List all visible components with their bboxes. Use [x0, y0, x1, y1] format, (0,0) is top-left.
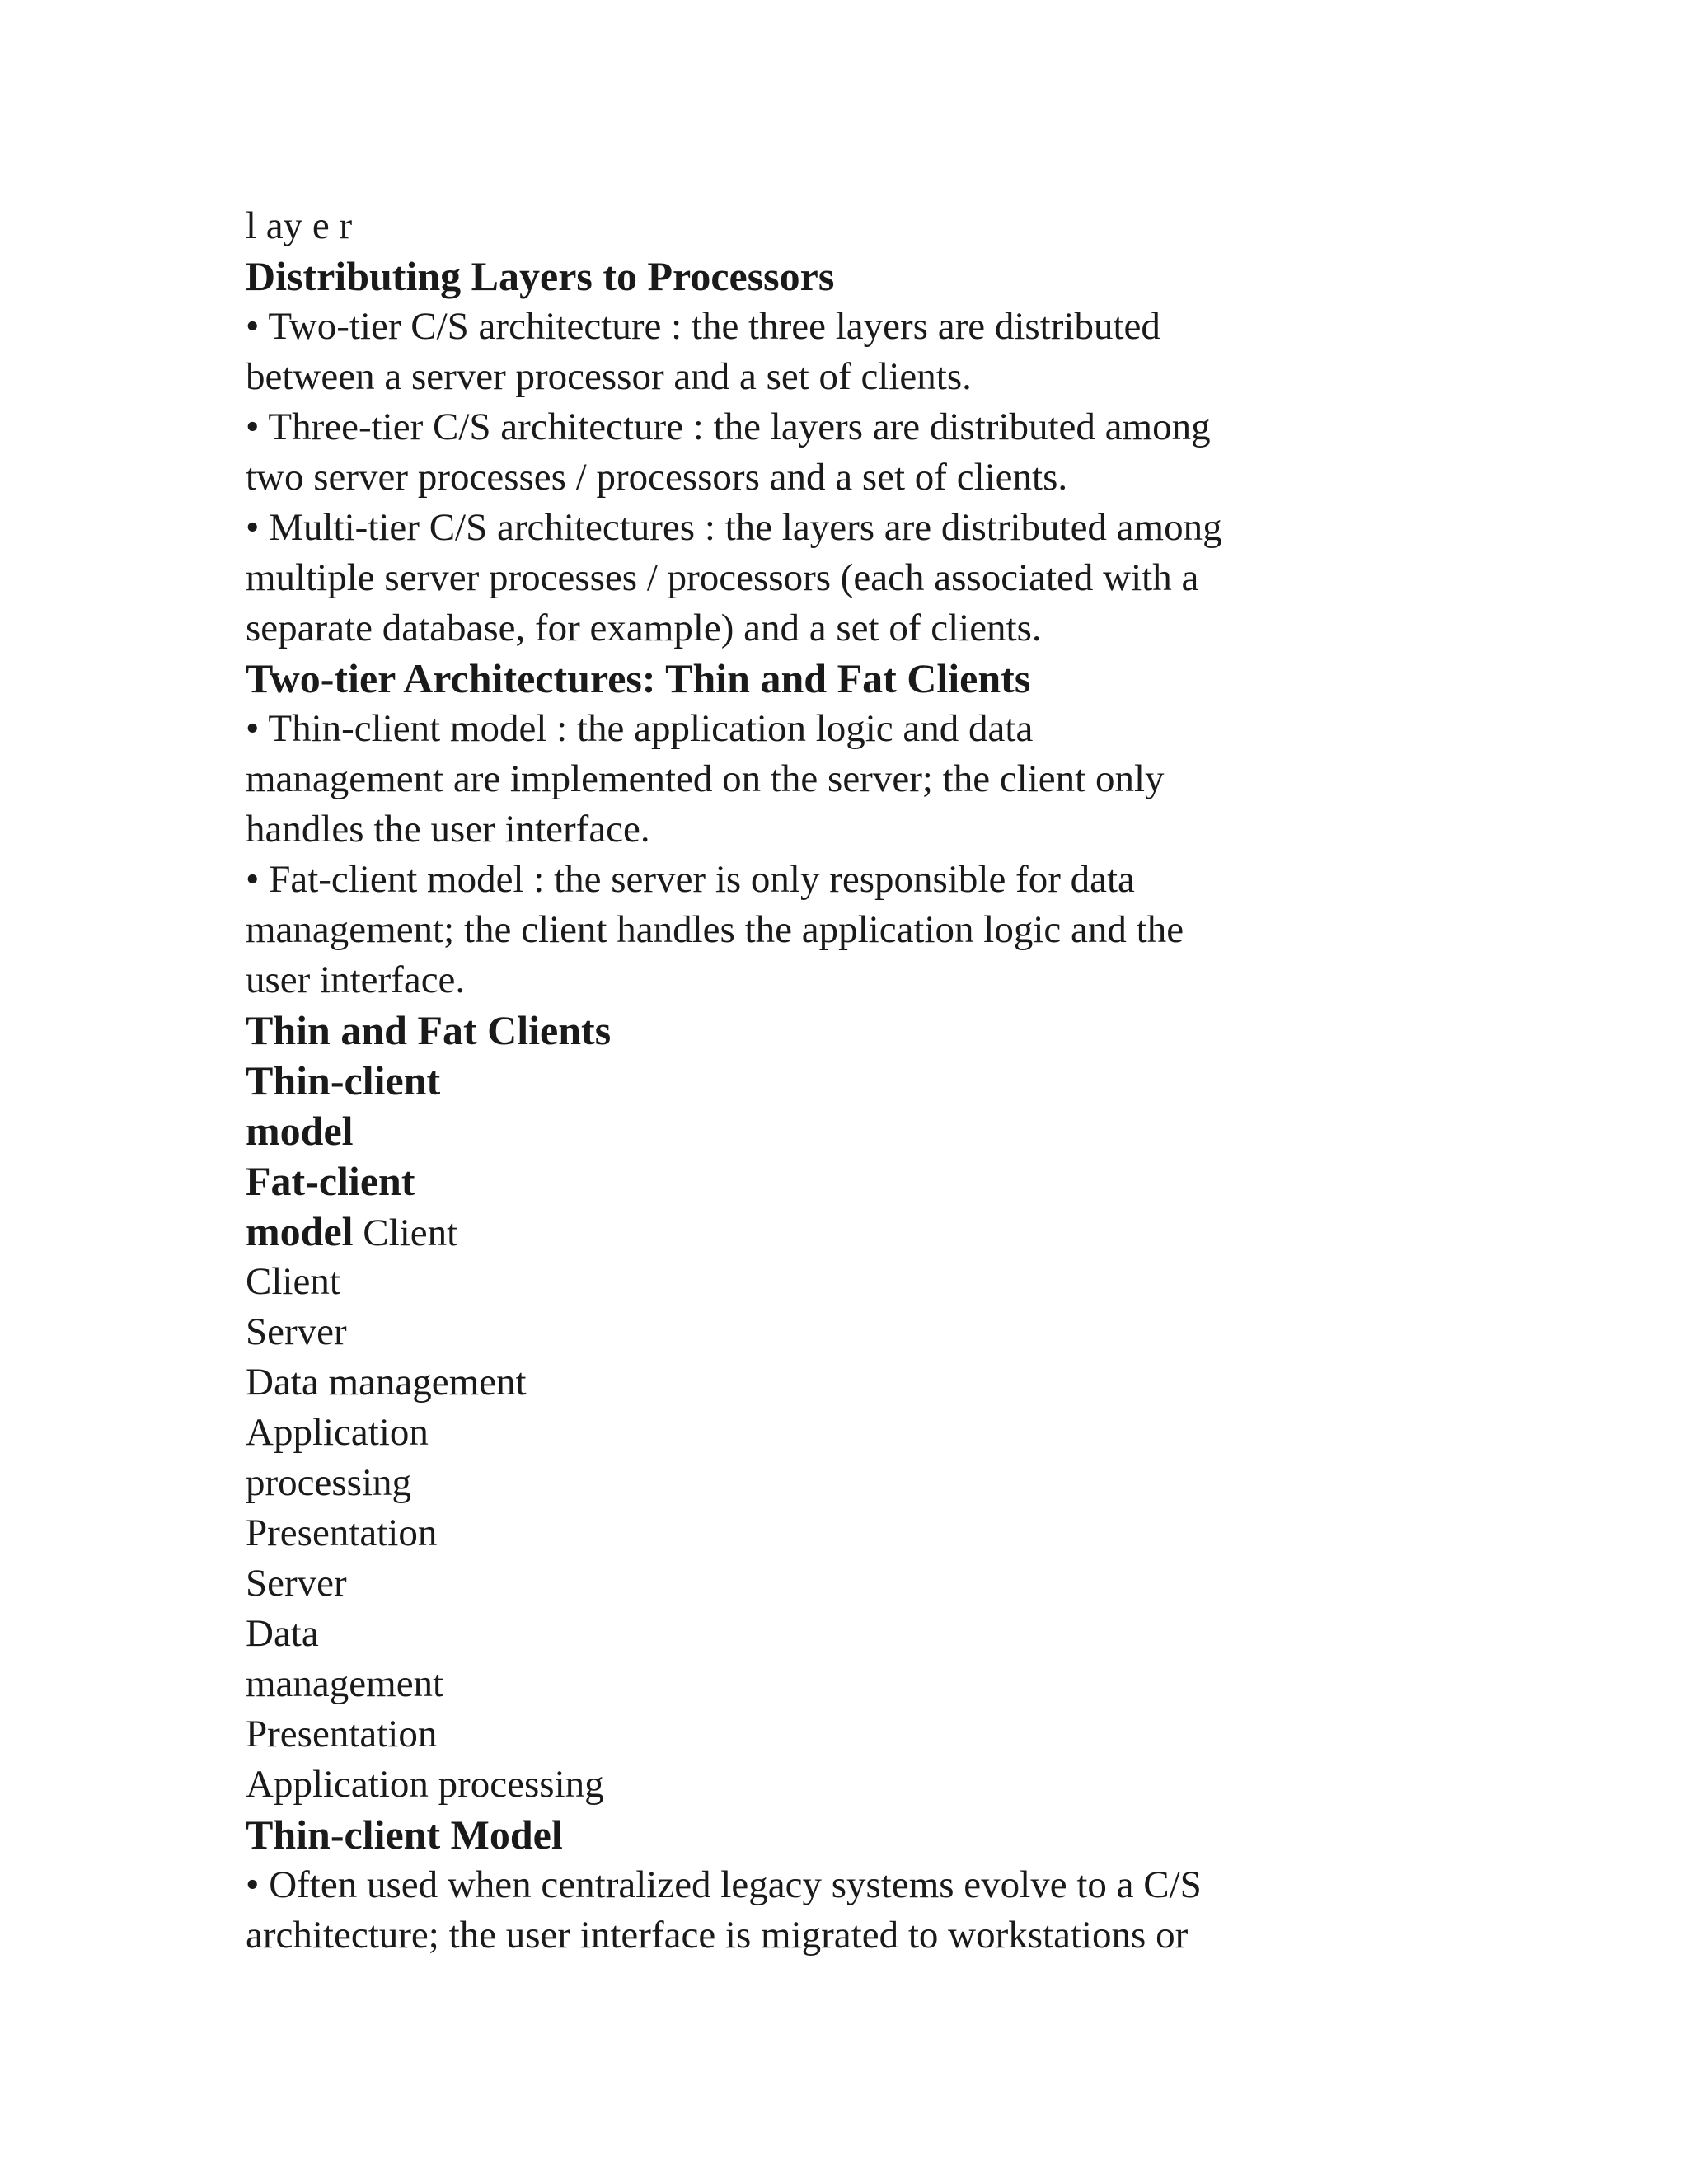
bullet-thin-client-cont-2: handles the user interface.: [246, 808, 650, 851]
document-body: [246, 201, 1416, 1961]
diagram-label-management: management: [246, 1662, 444, 1705]
bullet-often-used: • Often used when centralized legacy systems evolve to a C/S: [246, 1863, 1202, 1906]
bullet-thin-client-cont-1: management are implemented on the server; the client only: [246, 757, 1165, 800]
bullet-three-tier-cont: two server processes / processors and a set of clients.: [246, 456, 1068, 499]
diagram-label-data-management: Data management: [246, 1361, 527, 1404]
diagram-label-model: model: [246, 1108, 354, 1154]
diagram-label-application-processing: Application processing: [246, 1763, 604, 1806]
diagram-label-application: Application: [246, 1411, 429, 1454]
diagram-label-server-2: Server: [246, 1562, 347, 1605]
diagram-label-processing: processing: [246, 1461, 412, 1504]
diagram-label-fat-client: Fat-client: [246, 1158, 415, 1204]
diagram-label-model-client: [246, 1207, 1416, 1257]
bullet-thin-client: • Thin-client model : the application logic and data: [246, 707, 1034, 750]
diagram-label-presentation: Presentation: [246, 1511, 438, 1554]
bullet-fat-client: • Fat-client model : the server is only responsible for data: [246, 858, 1135, 901]
bullet-two-tier: • Two-tier C/S architecture : the three layers are distributed: [246, 305, 1160, 348]
bullet-multi-tier-cont-1: multiple server processes / processors (each associated with a: [246, 556, 1199, 599]
diagram-label-server: Server: [246, 1310, 347, 1353]
diagram-label-thin-client: Thin-client: [246, 1057, 441, 1104]
bullet-three-tier: • Three-tier C/S architecture : the layers are distributed among: [246, 405, 1211, 448]
diagram-label-presentation-2: Presentation: [246, 1713, 438, 1755]
bullet-multi-tier: • Multi-tier C/S architectures : the layers are distributed among: [246, 506, 1222, 549]
layer-fragment-text: l ay e r: [246, 204, 353, 247]
diagram-label-model-bold: model: [246, 1208, 354, 1254]
section-heading-distributing-layers: Distributing Layers to Processors: [246, 253, 835, 299]
section-heading-two-tier: Two-tier Architectures: Thin and Fat Clients: [246, 655, 1031, 701]
section-heading-thin-client-model: Thin-client Model: [246, 1811, 563, 1858]
diagram-label-client-inline: Client: [353, 1212, 458, 1254]
section-heading-thin-fat: Thin and Fat Clients: [246, 1007, 612, 1053]
diagram-label-data: Data: [246, 1612, 319, 1655]
bullet-two-tier-cont: between a server processor and a set of clients.: [246, 355, 972, 398]
bullet-fat-client-cont-2: user interface.: [246, 958, 466, 1001]
bullet-often-used-cont: architecture; the user interface is migrated to workstations or: [246, 1914, 1189, 1957]
bullet-fat-client-cont-1: management; the client handles the application logic and the: [246, 908, 1184, 951]
diagram-label-client: Client: [246, 1260, 340, 1303]
bullet-multi-tier-cont-2: separate database, for example) and a set of clients.: [246, 607, 1042, 649]
